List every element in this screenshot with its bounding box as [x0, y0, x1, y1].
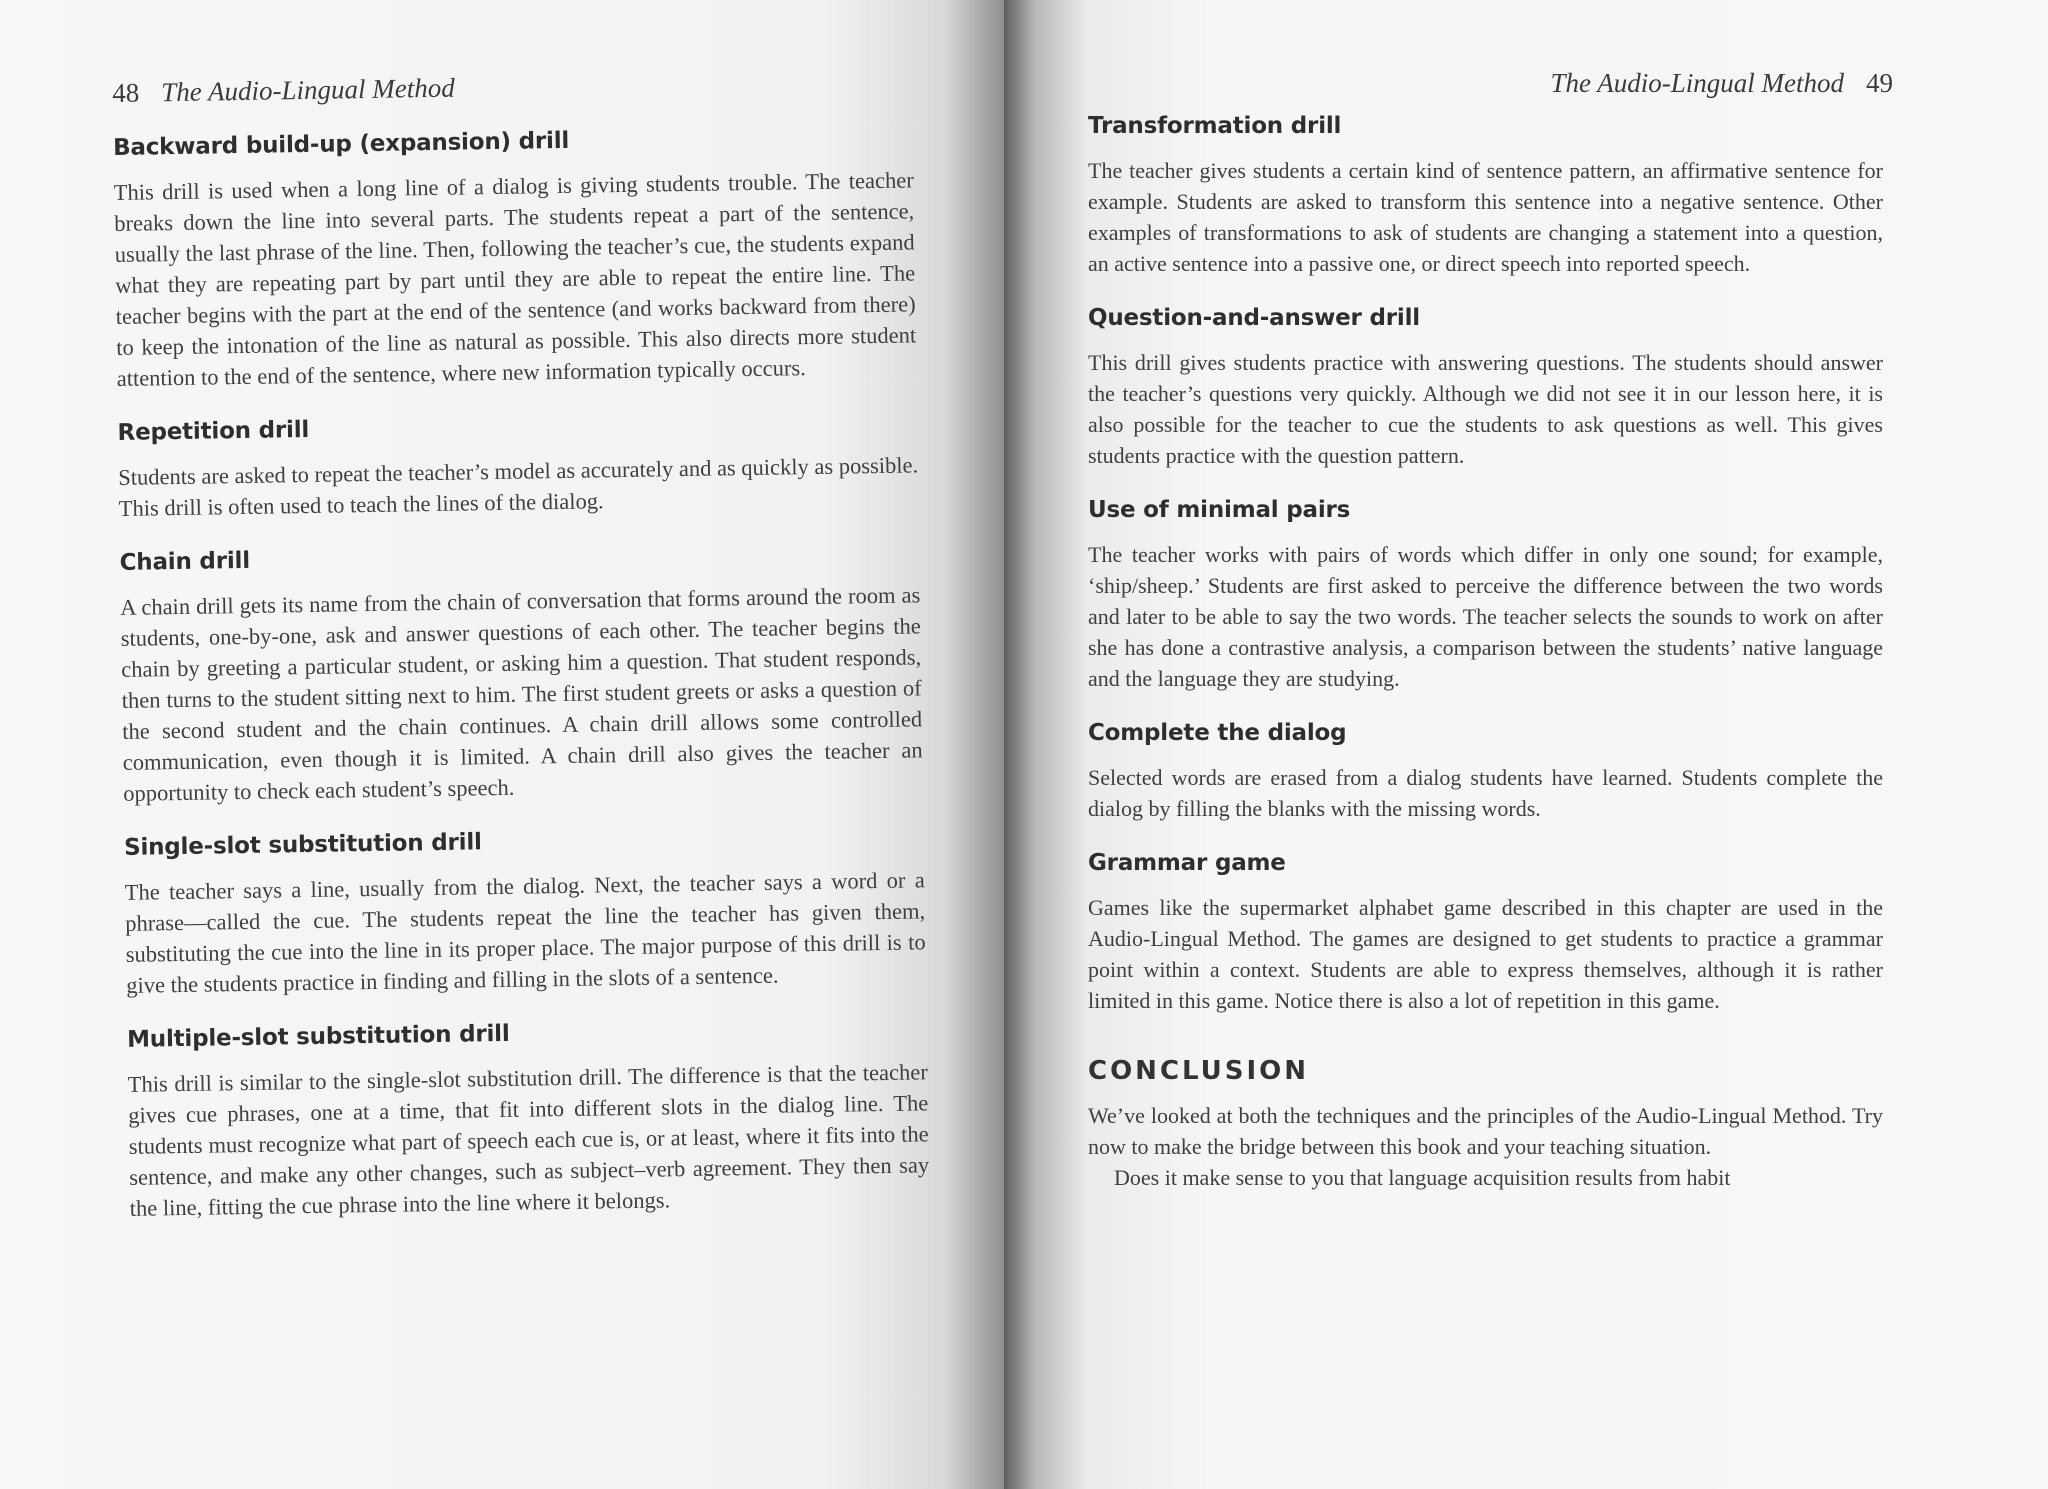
section-heading-grammar-game: Grammar game — [1088, 850, 1286, 876]
section-body-complete-dialog: Selected words are erased from a dialog students have learned. Students complete the dialog by filling the blanks with the missing words. — [1088, 765, 1883, 821]
page-number: 48 — [112, 77, 140, 108]
section-heading-single-slot: Single-slot substitution drill — [123, 829, 482, 861]
section-body-repetition: Students are asked to repeat the teacher’s model as accurately and as quickly as possible. This drill is often used to teach the lines of the dialog. — [118, 452, 919, 521]
section-body-minimal-pairs: The teacher works with pairs of words which differ in only one sound; for example, ‘ship/sheep.’ Students are first asked to perceive the difference between the two words and later to be able to say the two words. The teacher selects the sounds to work on after she has done a contrastive analysis, a comparison between the students’ native language and the language they are studying. — [1088, 542, 1883, 691]
section-heading-transformation: Transformation drill — [1088, 113, 1342, 139]
conclusion-paragraph: We’ve looked at both the techniques and the principles of the Audio-Lingual Method. Try now to make the bridge between this book and your teaching situation. — [1088, 1103, 1883, 1159]
section-heading-complete-dialog: Complete the dialog — [1088, 720, 1347, 746]
section-heading-multiple-slot: Multiple-slot substitution drill — [126, 1020, 510, 1053]
section-heading-backward-build-up: Backward build-up (expansion) drill — [112, 127, 570, 161]
conclusion-heading: CONCLUSION — [1088, 1056, 1310, 1086]
running-title: The Audio-Lingual Method — [1550, 68, 1844, 98]
section-heading-minimal-pairs: Use of minimal pairs — [1088, 497, 1351, 523]
section-heading-chain: Chain drill — [119, 547, 251, 576]
right-page — [1004, 0, 2048, 1489]
section-body-multiple-slot: This drill is similar to the single-slot substitution drill. The difference is that the teacher gives cue phrases, one at a time, that fit into different slots in the dialog line. The students must recognize what part of speech each cue is, or at least, where it fits into the sentence, and make any other changes, such as subject–verb agreement. They then say the line, fitting the cue phrase into the line where it belongs. — [127, 1059, 930, 1221]
section-body-backward-build-up: This drill is used when a long line of a dialog is giving students trouble. The teacher breaks down the line into several parts. The students repeat a part of the sentence, usually the last phrase of the line. Then, following the teacher’s cue, the students expand what they are repeating part by part until they are able to repeat the entire line. The teacher begins with the part at the end of the sentence (and works backward from there) to keep the intonation of the line as natural as possible. This also directs more student attention to the end of the sentence, where new information typically occurs. — [113, 167, 917, 391]
left-page — [0, 0, 1004, 1489]
running-head-right — [1088, 68, 1893, 99]
section-heading-question-and-answer: Question-and-answer drill — [1088, 305, 1420, 331]
page-number: 49 — [1866, 68, 1893, 98]
section-body-question-and-answer: This drill gives students practice with answering questions. The students should answer the teacher’s questions very quickly. Although we did not see it in our lesson here, it is also possible for the teacher to cue the students to ask questions as well. This gives students practice with the question pattern. — [1088, 350, 1883, 468]
running-head-left — [112, 65, 912, 109]
running-title: The Audio-Lingual Method — [160, 72, 455, 108]
left-page-content — [112, 65, 930, 1249]
right-page-content — [1088, 68, 1893, 1193]
section-body-single-slot: The teacher says a line, usually from the dialog. Next, the teacher says a word or a phrase—called the cue. The students repeat the line the teacher has given them, substituting the cue into the line in its proper place. The major purpose of this drill is to give the students practice in finding and filling in the slots of a sentence. — [124, 867, 926, 998]
conclusion-paragraph-continued: Does it make sense to you that language acquisition results from habit — [1114, 1165, 1731, 1190]
section-heading-repetition: Repetition drill — [117, 416, 310, 446]
section-body-chain: A chain drill gets its name from the chain of conversation that forms around the room as students, one-by-one, ask and answer questions of each other. The teacher begins the chain by greeting a particular student, or asking him a question. That student responds, then turns to the student sitting next to him. The first student greets or asks a question of the second student and the chain continues. A chain drill allows some controlled communication, even though it is limited. A chain drill also gives the teacher an opportunity to check each student’s speech. — [120, 582, 923, 806]
section-body-grammar-game: Games like the supermarket alphabet game described in this chapter are used in the Audio-Lingual Method. The games are designed to get students to practice a grammar point within a context. Students are able to express themselves, although it is rather limited in this game. Notice there is also a lot of repetition in this game. — [1088, 895, 1883, 1013]
section-body-transformation: The teacher gives students a certain kind of sentence pattern, an affirmative sentence for example. Students are asked to transform this sentence into a negative sentence. Other examples of transformations to ask of students are changing a statement into a question, an active sentence into a passive one, or direct speech into reported speech. — [1088, 158, 1883, 276]
